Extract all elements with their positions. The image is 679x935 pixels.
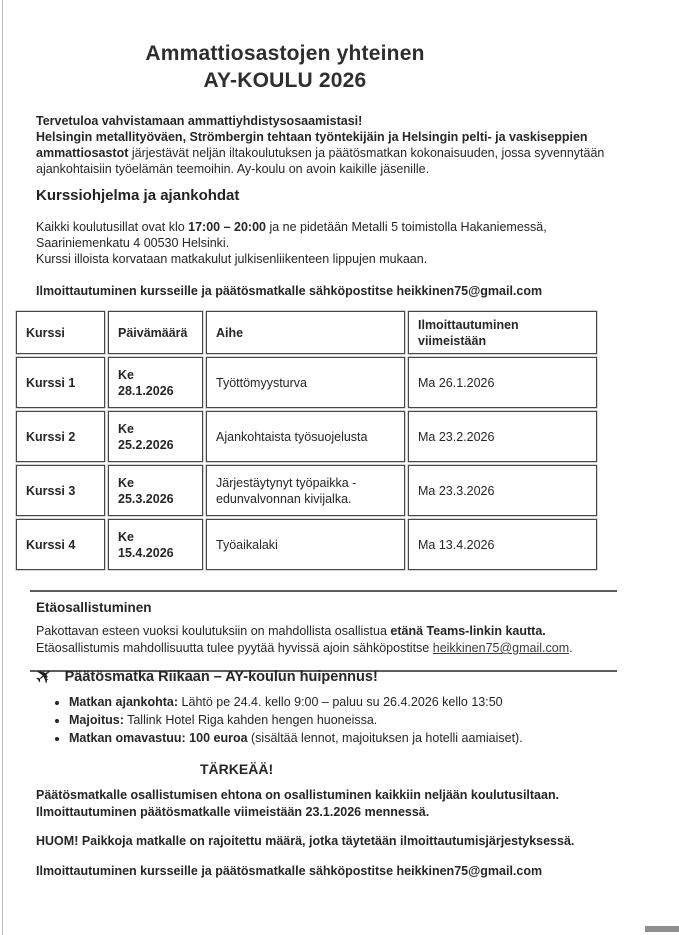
page-title-line2: AY-KOULU 2026 xyxy=(203,69,367,92)
email-link: heikkinen75@gmail.com xyxy=(432,641,570,655)
cell-date: Ke 15.4.2026 xyxy=(108,519,203,570)
trip-bullet: • Matkan omavastuu: 100 euroa (sisältää lennot, majoituksen ja hotelli aamiaiset). xyxy=(69,730,642,747)
welcome-line: Tervetuloa vahvistamaan ammattiyhdistysosaamistasi! xyxy=(36,114,363,128)
course-info-times: Kaikki koulutusillat ovat klo 17:00 – 20:00 ja ne pidetään Metalli 5 toimistolla Hakaniemessä, Saariniemenkatu 4 00530 Helsinki. xyxy=(36,220,547,250)
trip-bullet: • Matkan ajankohta: Lähtö pe 24.4. kello 9:00 – paluu su 26.4.2026 kello 13:50 xyxy=(69,694,642,711)
cell-topic: Työttömyysturva xyxy=(206,357,405,408)
important-paragraph-1: Päätösmatkalle osallistumisen ehtona on osallistuminen kaikkiin neljään koulutusiltaan. Ilmoittautuminen päätösmatkalle viimeistään 23.1.2026 mennessä. xyxy=(36,788,560,819)
header-topic: Aihe xyxy=(206,311,405,354)
important-paragraph-2: HUOM! Paikkoja matkalle on rajoitettu määrä, jotka täytetään ilmoittautumisjärjestyksessä. xyxy=(36,834,575,848)
signup-email-line-bottom: Ilmoittautuminen kursseille ja päätösmatkalle sähköpostitse heikkinen75@gmail.com xyxy=(36,864,543,878)
cell-deadline: Ma 23.2.2026 xyxy=(408,411,597,462)
header-course: Kurssi xyxy=(16,311,105,354)
cell-deadline: Ma 23.3.2026 xyxy=(408,465,597,516)
header-deadline: Ilmoittautuminen viimeistään xyxy=(408,311,597,354)
cell-date: Ke 25.3.2026 xyxy=(108,465,203,516)
cell-course: Kurssi 3 xyxy=(16,465,105,516)
page-title xyxy=(0,40,570,94)
table-header-row xyxy=(16,311,597,354)
cell-course: Kurssi 4 xyxy=(16,519,105,570)
trip-section xyxy=(30,662,642,748)
section-heading-course-program: Kurssiohjelma ja ajankohdat xyxy=(36,187,240,204)
cell-course: Kurssi 2 xyxy=(16,411,105,462)
table-row xyxy=(16,465,597,516)
page-title-line1: Ammattiosastojen yhteinen xyxy=(145,42,425,65)
important-heading: TÄRKEÄÄ! xyxy=(200,761,274,777)
cell-topic: Järjestäytynyt työpaikka - edunvalvonnan kivijalka. xyxy=(206,465,405,516)
cell-date: Ke 25.2.2026 xyxy=(108,411,203,462)
course-table xyxy=(13,308,600,573)
remote-paragraph: Pakottavan esteen vuoksi koulutuksiin on mahdollista osallistua etänä Teams-linkin kautta. Etäosallistumis mahdollisuutta tulee pyytää hyvissä ajoin sähköpostitse heikkinen75@gmail.com. xyxy=(36,624,573,655)
remote-participation-section xyxy=(30,590,617,672)
airplane-icon: ✈ xyxy=(30,662,59,692)
course-info-paragraph xyxy=(36,219,642,267)
trip-bullet-list xyxy=(36,694,642,747)
cell-deadline: Ma 26.1.2026 xyxy=(408,357,597,408)
intro-paragraph xyxy=(36,113,642,177)
cell-date: Ke 28.1.2026 xyxy=(108,357,203,408)
organizers-text: Helsingin metallityöväen, Strömbergin tehtaan työntekijäin ja Helsingin pelti- ja vaskiseppien ammattiosastot järjestävät neljän iltakoulutuksen ja päätösmatkan kokonaisuuden, jossa syvennytään ajankohtaisiin työelämän teemoihin. Ay-koulu on avoin kaikille jäsenille. xyxy=(36,130,605,176)
cell-course: Kurssi 1 xyxy=(16,357,105,408)
course-address: Saariniemenkatu 4 00530 Helsinki. xyxy=(36,236,230,250)
table-row xyxy=(16,357,597,408)
course-info-travel-costs: Kurssi illoista korvataan matkakulut julkisenliikenteen lippujen mukaan. xyxy=(36,252,428,266)
table-row xyxy=(16,519,597,570)
trip-bullet: • Majoitus: Tallink Hotel Riga kahden hengen huoneissa. xyxy=(69,712,642,729)
cell-topic: Ajankohtaista työsuojelusta xyxy=(206,411,405,462)
cell-topic: Työaikalaki xyxy=(206,519,405,570)
header-date: Päivämäärä xyxy=(108,311,203,354)
remote-heading: Etäosallistuminen xyxy=(36,600,152,615)
scan-edge-artifact xyxy=(2,0,3,935)
trip-heading xyxy=(30,662,642,692)
trip-heading-text: Päätösmatka Riikaan – AY-koulun huipennus! xyxy=(64,669,378,685)
table-row xyxy=(16,411,597,462)
scan-corner-artifact xyxy=(645,926,679,932)
signup-email-line: Ilmoittautuminen kursseille ja päätösmatkalle sähköpostitse heikkinen75@gmail.com xyxy=(36,284,543,298)
cell-deadline: Ma 13.4.2026 xyxy=(408,519,597,570)
